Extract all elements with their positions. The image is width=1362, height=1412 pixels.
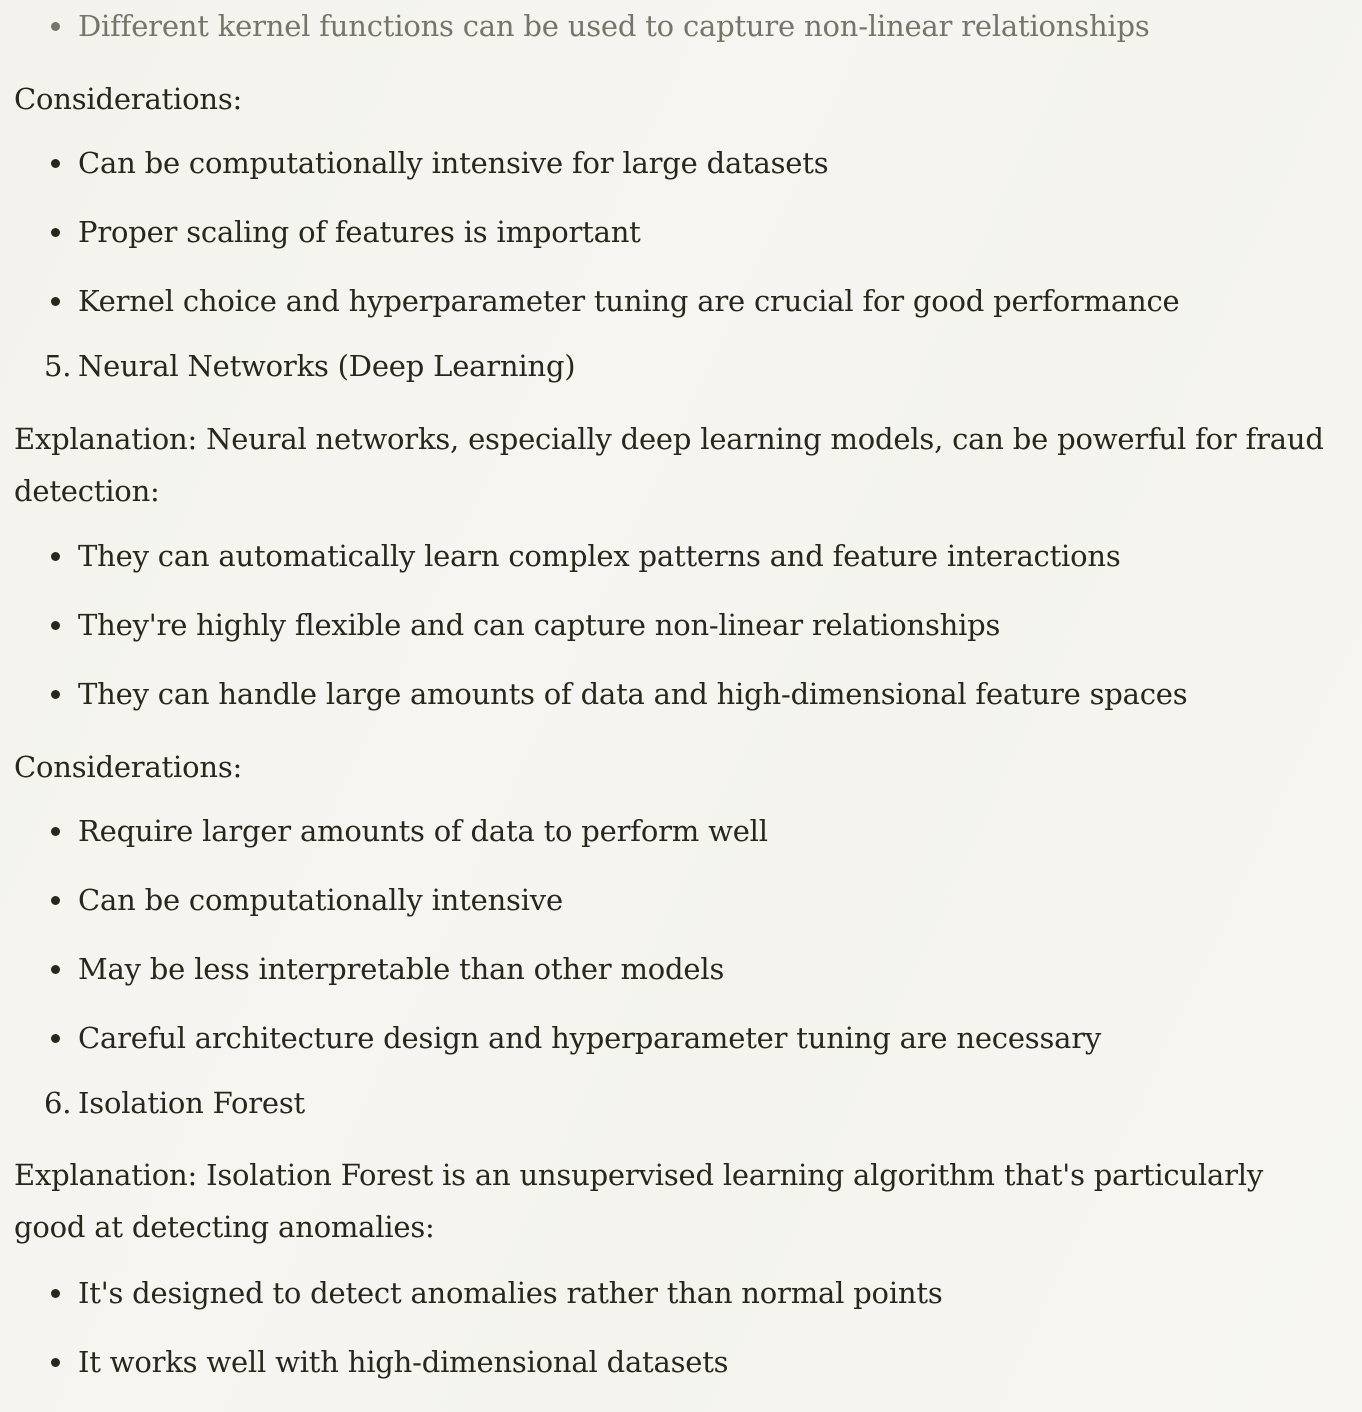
bullet-icon (51, 1358, 60, 1367)
list-item-text: They can automatically learn complex patterns and feature interactions (78, 539, 1121, 573)
section-number: 5. (44, 349, 72, 383)
list-item-text: Can be computationally intensive for large datasets (78, 146, 829, 180)
bullet-icon (51, 690, 60, 699)
considerations-heading: Considerations: (14, 750, 243, 784)
section-number: 6. (44, 1086, 72, 1120)
bullet-icon (51, 621, 60, 630)
bullet-icon (51, 965, 60, 974)
list-item-text: They can handle large amounts of data and high-dimensional feature spaces (78, 677, 1188, 711)
bullet-icon (51, 1034, 60, 1043)
list-item-text: It works well with high-dimensional datasets (78, 1345, 729, 1379)
list-item-text: Careful architecture design and hyperparameter tuning are necessary (78, 1021, 1102, 1055)
bullet-icon (51, 1289, 60, 1298)
bullet-icon (51, 22, 60, 31)
list-item-text: It's designed to detect anomalies rather than normal points (78, 1276, 943, 1310)
list-item-text: May be less interpretable than other models (78, 952, 725, 986)
considerations-heading: Considerations: (14, 82, 243, 116)
explanation-text: Explanation: Neural networks, especially deep learning models, can be powerful for fraud (14, 422, 1324, 456)
list-item-text: Kernel choice and hyperparameter tuning are crucial for good performance (78, 284, 1180, 318)
list-item-text: Require larger amounts of data to perform well (78, 814, 768, 848)
explanation-text-continued: good at detecting anomalies: (14, 1210, 435, 1244)
bullet-icon (51, 228, 60, 237)
explanation-text-continued: detection: (14, 474, 160, 508)
section-title: Isolation Forest (78, 1086, 306, 1120)
bullet-icon (51, 552, 60, 561)
bullet-icon (51, 297, 60, 306)
list-item-text: They're highly flexible and can capture non-linear relationships (78, 608, 1001, 642)
bullet-icon (51, 896, 60, 905)
list-item-text: Proper scaling of features is important (78, 215, 641, 249)
explanation-text: Explanation: Isolation Forest is an unsupervised learning algorithm that's particularly (14, 1158, 1264, 1192)
list-item-text: Can be computationally intensive (78, 883, 563, 917)
bullet-icon (51, 159, 60, 168)
bullet-icon (51, 827, 60, 836)
list-item-text: Different kernel functions can be used to capture non-linear relationships (78, 9, 1150, 43)
section-title: Neural Networks (Deep Learning) (78, 349, 576, 383)
